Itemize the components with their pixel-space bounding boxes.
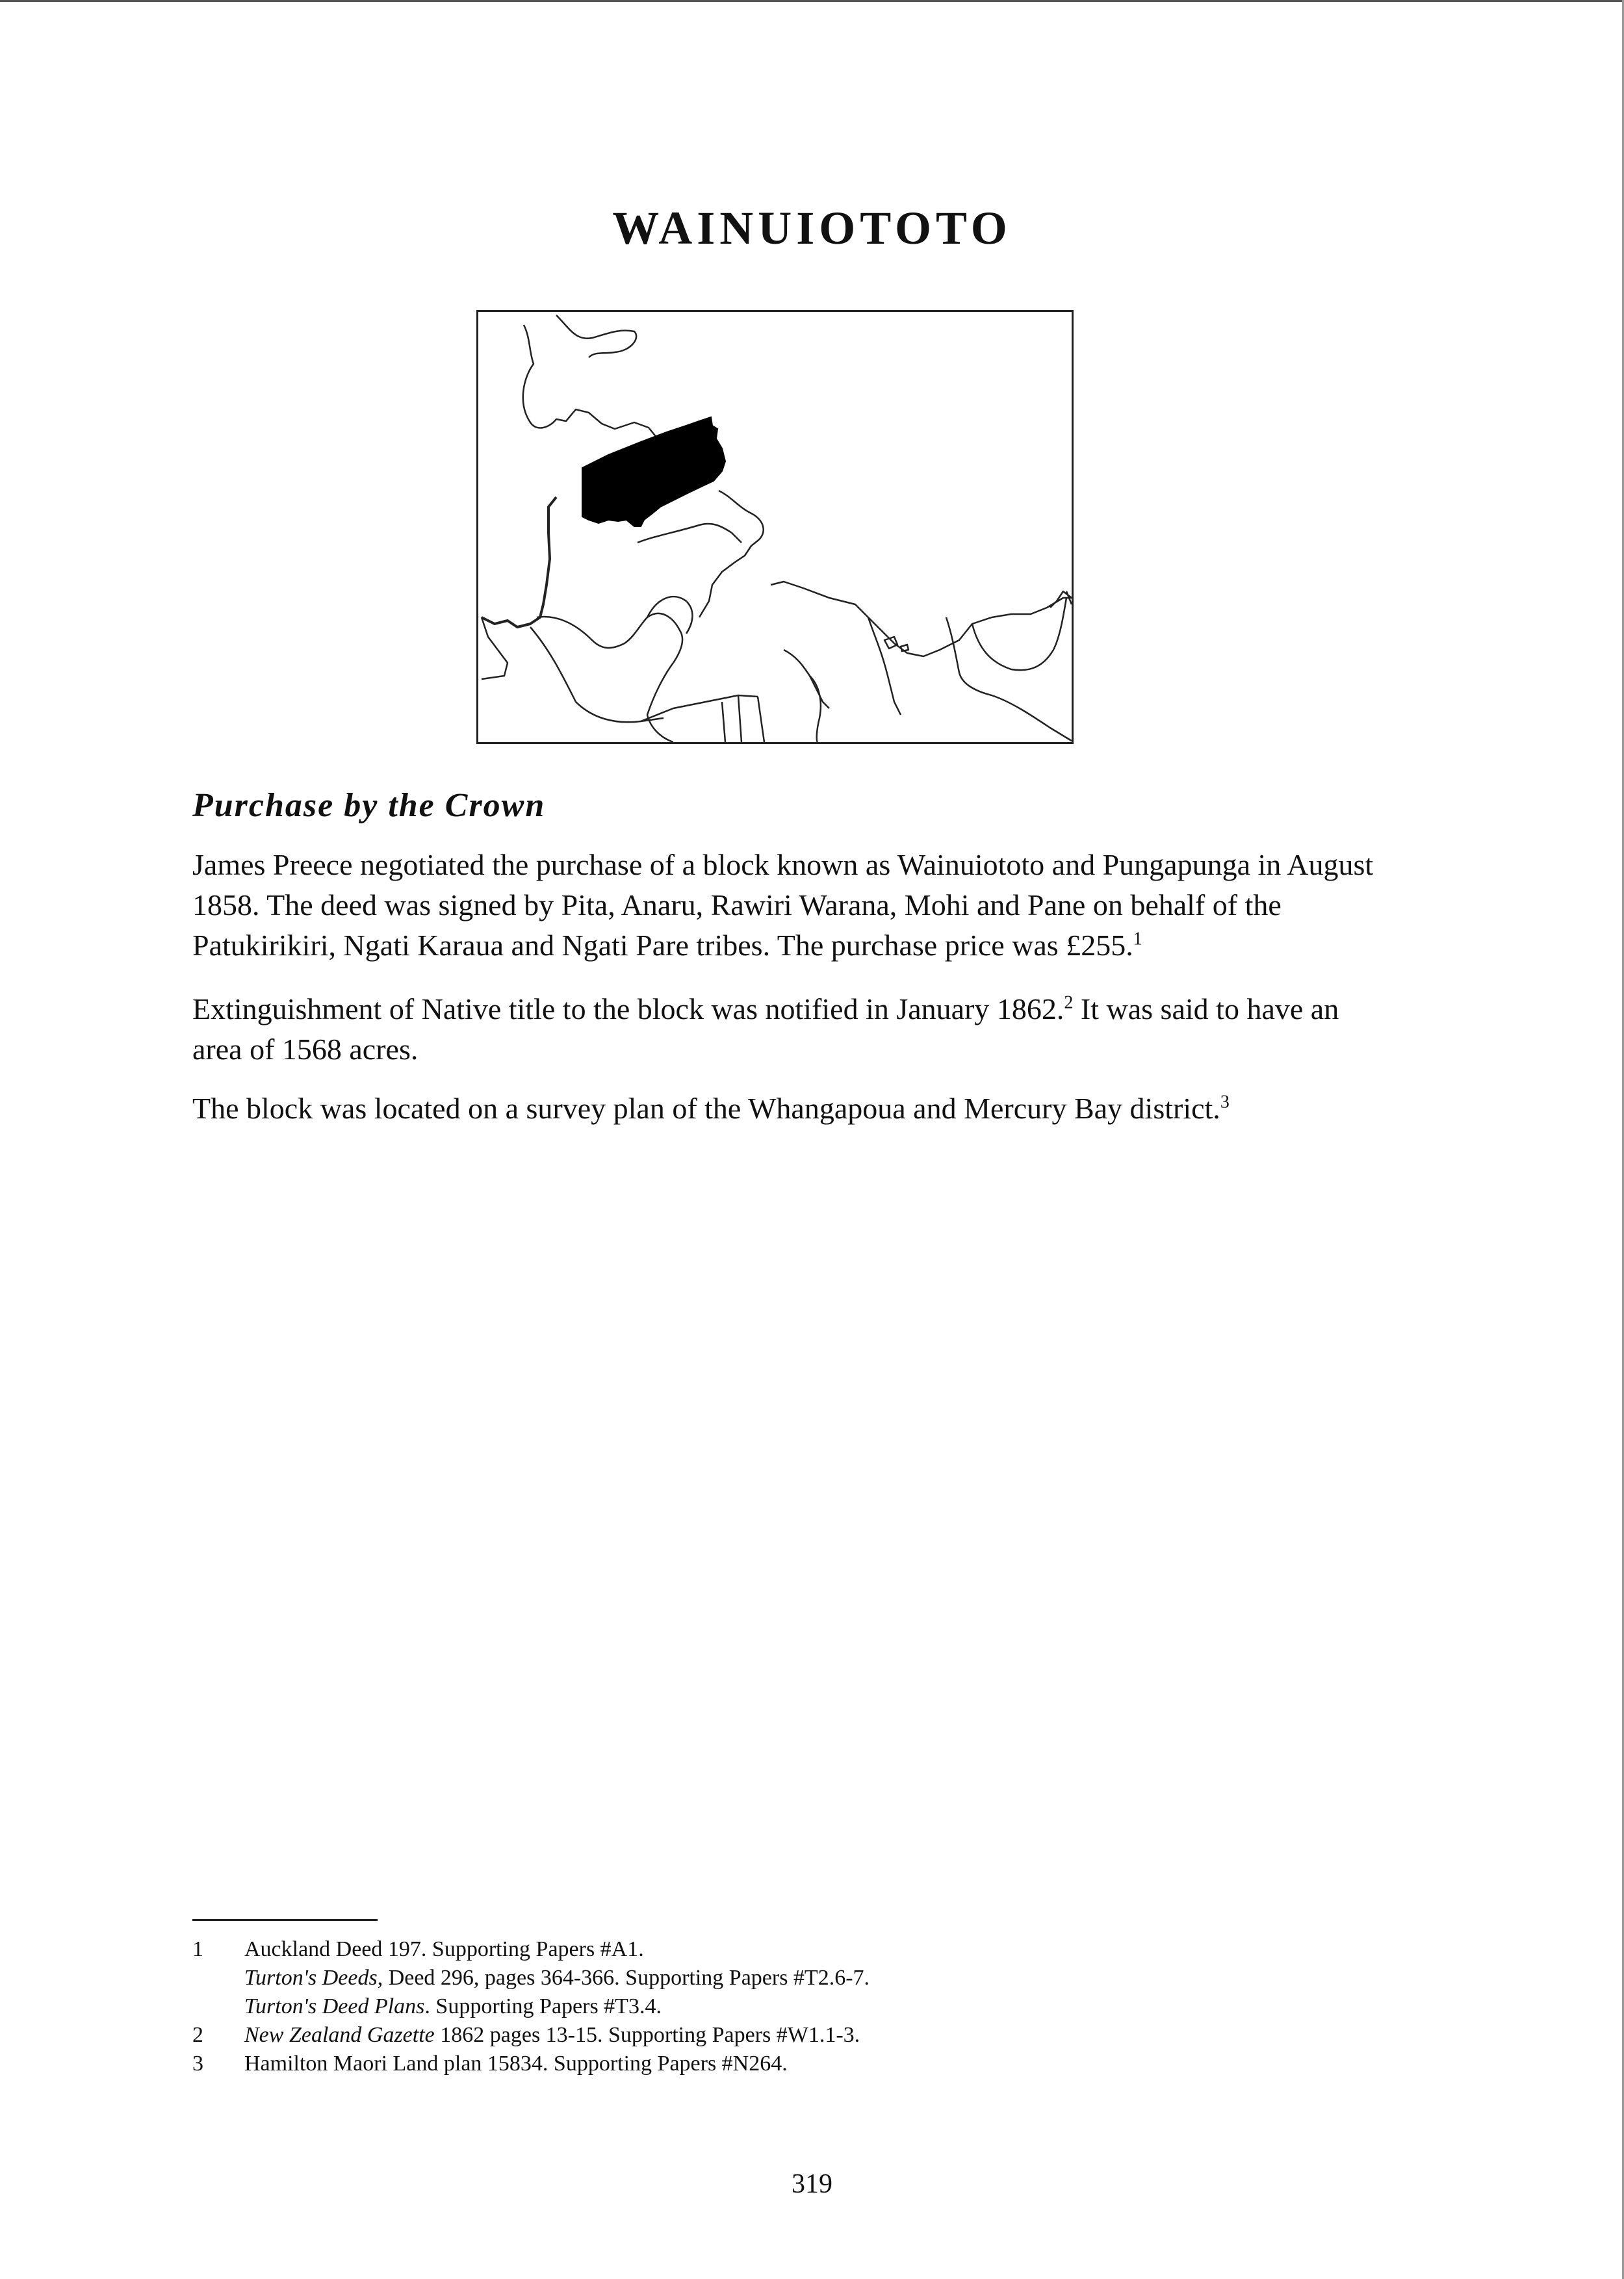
- footnote-italic: New Zealand Gazette: [244, 2023, 435, 2047]
- map-boundary-south-g: [738, 695, 741, 742]
- paragraph-extinguishment: [192, 989, 1382, 1070]
- map-coastline-north: [523, 325, 673, 442]
- page-title: WAINUIOTOTO: [612, 202, 1012, 254]
- footnote-text: [244, 1935, 1427, 1964]
- section-heading: Purchase by the Crown: [192, 787, 546, 824]
- footnote-item: [192, 2050, 1427, 2078]
- paragraph-survey-plan-text: The block was located on a survey plan of the Whangapoua and Mercury Bay district.: [192, 1092, 1220, 1125]
- footnote-text: [244, 1964, 1427, 1992]
- map-boundary-south-c: [530, 627, 664, 722]
- footnote-body: Hamilton Maori Land plan 15834. Supporting Papers #N264.: [244, 2052, 788, 2076]
- map-coastline-inlet: [556, 315, 636, 357]
- footnote-italic: Turton's Deed Plans: [244, 1994, 425, 2018]
- footnote-italic: Turton's Deeds: [244, 1966, 378, 1990]
- paragraph-extinguishment-text-b: It was said to have an area of 1568 acres.: [192, 992, 1339, 1066]
- paragraph-purchase: [192, 845, 1382, 966]
- map-coastline-east: [699, 491, 764, 617]
- block-location-map: [476, 310, 1074, 744]
- footnote-body: 1862 pages 13-15. Supporting Papers #W1.1-3.: [434, 2023, 860, 2047]
- footnote-ref-3: 3: [1220, 1092, 1230, 1113]
- map-boundary-south-e: [647, 597, 692, 634]
- footnote-divider: [192, 1919, 378, 1921]
- map-island-b: [901, 645, 909, 651]
- map-boundary-south-i: [758, 697, 764, 742]
- map-boundary-east-c: [972, 598, 1066, 670]
- footnote-item: [192, 1935, 1427, 1964]
- footnote-text: [244, 2021, 1427, 2050]
- map-coastline-headland: [784, 650, 829, 708]
- map-boundary-south-d: [647, 663, 673, 742]
- scan-edge-top: [0, 0, 1624, 2]
- footnote-body: Auckland Deed 197. Supporting Papers #A1.: [244, 1937, 644, 1961]
- page-number: 319: [792, 2169, 832, 2199]
- footnote-item: [192, 1992, 1427, 2021]
- footnote-item: [192, 1964, 1427, 1992]
- map-coastline-southeast: [771, 582, 1072, 656]
- footnote-number: 3: [192, 2052, 203, 2076]
- footnote-number: 2: [192, 2023, 203, 2047]
- map-island-a: [884, 637, 897, 649]
- footnote-ref-2: 2: [1064, 992, 1074, 1013]
- map-boundary-south-a: [537, 613, 682, 663]
- map-coastline-bay: [638, 524, 741, 543]
- footnotes: [192, 1935, 1427, 2078]
- footnote-body: , Deed 296, pages 364-366. Supporting Papers #T2.6-7.: [377, 1966, 870, 1990]
- map-boundary-east-f: [868, 617, 901, 715]
- footnote-text: [244, 2050, 1427, 2078]
- paragraph-survey-plan: [192, 1088, 1382, 1129]
- map-boundary-east-b: [946, 617, 1072, 741]
- paragraph-extinguishment-text-a: Extinguishment of Native title to the block was notified in January 1862.: [192, 992, 1064, 1025]
- map-boundary-south-h: [722, 702, 725, 742]
- paragraph-purchase-text: James Preece negotiated the purchase of a block known as Wainuiototo and Pungapunga in August 1858. The deed was signed by Pita, Anaru, Rawiri Warana, Mohi and Pane on behalf of the Patukirikiri, Ngati Karaua and Ngati Pare tribes. The purchase price was £255.: [192, 848, 1374, 962]
- footnote-item: [192, 2021, 1427, 2050]
- footnote-ref-1: 1: [1133, 929, 1142, 949]
- footnote-text: [244, 1992, 1427, 2021]
- footnote-number: 1: [192, 1937, 203, 1961]
- footnote-body: . Supporting Papers #T3.4.: [424, 1994, 662, 2018]
- map-boundary-west: [482, 497, 556, 627]
- map-boundary-south-b: [482, 617, 508, 679]
